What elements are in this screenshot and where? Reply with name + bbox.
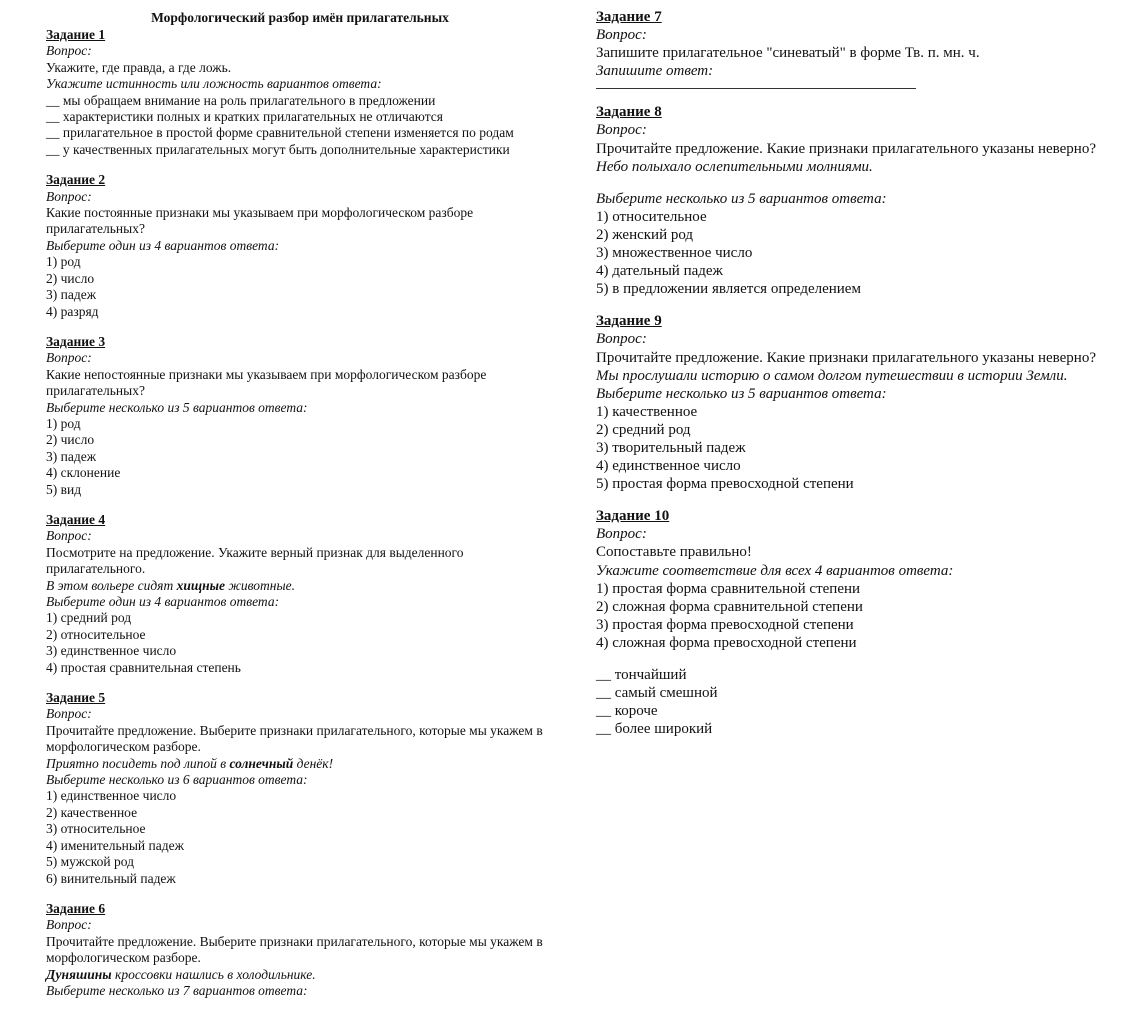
option: 1) качественное [596,403,698,420]
task-title: Задание 3 [46,333,106,349]
option: 5) вид [46,481,82,497]
option: 4) склонение [46,465,121,481]
option: 2) сложная форма сравнительной степени [596,598,863,615]
task-2 [46,172,566,320]
match-item: __ короче [596,703,658,720]
option: 3) простая форма превосходной степени [596,616,854,633]
spacer [596,176,1116,190]
task-title: Задание 1 [46,27,106,42]
highlighted-adjective: хищные [176,577,225,593]
sentence-part: Приятно посидеть под липой в [46,755,230,771]
option: 4) дательный падеж [596,263,723,280]
option: 3) падеж [46,287,97,303]
sentence-part: денёк! [293,755,334,771]
answer-instruction: Выберите несколько из 5 вариантов ответа: [46,399,308,415]
task-4 [46,512,566,676]
question-text: Какие постоянные признаки мы указываем при морфологическом разборе прилагательных? [46,205,474,237]
task-title: Задание 5 [46,690,106,706]
question-label: Вопрос: [46,43,92,59]
answer-instruction: Выберите один из 4 вариантов ответа: [46,594,280,609]
highlighted-adjective: Дуняшины [46,966,112,982]
option: 2) относительное [46,626,146,642]
right-column [596,8,1116,752]
question-text: Прочитайте предложение. Какие признаки прилагательного указаны неверно? [596,349,1096,366]
answer-instruction: Запишите ответ: [596,63,714,80]
answer-blank-line[interactable] [596,80,916,89]
example-sentence [46,756,566,772]
option: 3) множественное число [596,245,753,262]
example-sentence: Небо полыхало ослепительными молниями. [596,158,873,175]
task-5 [46,690,566,887]
option: __ характеристики полных и кратких прилагательных не отличаются [46,109,443,125]
task-8 [596,103,1116,298]
question-label: Вопрос: [46,188,92,204]
option: 5) мужской род [46,854,135,870]
highlighted-adjective: солнечный [229,755,294,771]
task-10 [596,507,1116,738]
option: 2) средний род [596,421,691,438]
option: 1) простая форма сравнительной степени [596,580,861,597]
option: 3) творительный падеж [596,439,746,456]
option: __ прилагательное в простой форме сравнительной степени изменяется по родам [46,125,514,141]
task-title: Задание 9 [596,313,662,330]
option: 2) число [46,432,95,448]
option: 3) относительное [46,821,146,837]
task-title: Задание 10 [596,508,670,525]
question-label: Вопрос: [596,27,647,44]
question-text: Сопоставьте правильно! [596,544,752,561]
option: 2) число [46,270,95,286]
task-title: Задание 4 [46,511,106,527]
question-label: Вопрос: [46,350,92,366]
question-text: Прочитайте предложение. Выберите признаки прилагательного, которые мы укажем в морфологическом разборе. [46,722,543,755]
option: 3) единственное число [46,643,177,659]
option: 4) единственное число [596,458,741,475]
question-text: Прочитайте предложение. Какие признаки прилагательного указаны неверно? [596,140,1096,157]
example-sentence [46,967,566,983]
task-7 [596,8,1116,89]
task-title: Задание 2 [46,172,106,188]
answer-instruction: Выберите несколько из 5 вариантов ответа: [596,190,887,207]
task-title: Задание 7 [596,9,662,25]
question-label: Вопрос: [596,526,647,543]
question-text: Укажите, где правда, а где ложь. [46,59,232,75]
answer-instruction: Выберите несколько из 7 вариантов ответа: [46,982,308,998]
task-title: Задание 6 [46,900,106,916]
question-text: Посмотрите на предложение. Укажите верный признак для выделенного прилагательного. [46,544,464,577]
task-1 [46,27,566,158]
sentence-part: животные. [224,577,296,593]
option: 1) род [46,415,81,431]
task-title: Задание 8 [596,104,662,121]
question-text: Прочитайте предложение. Выберите признаки прилагательного, которые мы укажем в морфологическом разборе. [46,933,543,966]
option: 4) разряд [46,303,99,319]
option: 4) простая сравнительная степень [46,659,241,675]
answer-instruction: Выберите один из 4 вариантов ответа: [46,237,280,253]
option: 5) в предложении является определением [596,281,861,298]
task-3 [46,334,566,498]
option: 4) именительный падеж [46,837,184,853]
sentence-part: В этом вольере сидят [46,577,177,593]
option: __ у качественных прилагательных могут быть дополнительные характеристики [46,141,510,157]
option: 1) относительное [596,208,707,225]
answer-instruction: Укажите истинность или ложность вариантов ответа: [46,76,382,92]
option: 1) единственное число [46,788,177,804]
page-title: Морфологический разбор имён прилагательных [151,10,449,25]
task-9 [596,312,1116,493]
answer-instruction: Укажите соответствие для всех 4 вариантов ответа: [596,562,954,579]
sentence-part: кроссовки нашлись в холодильнике. [111,966,316,982]
option: 6) винительный падеж [46,870,176,886]
question-label: Вопрос: [596,122,647,139]
example-sentence: Мы прослушали историю о самом долгом путешествии в истории Земли. [596,367,1068,384]
option: 1) средний род [46,610,132,626]
question-label: Вопрос: [46,917,92,933]
question-label: Вопрос: [596,331,647,348]
question-label: Вопрос: [46,706,92,722]
option: __ мы обращаем внимание на роль прилагательного в предложении [46,92,436,108]
match-item: __ более широкий [596,721,713,738]
example-sentence [46,578,566,594]
question-label: Вопрос: [46,528,92,544]
option: 1) род [46,254,81,270]
option: 4) сложная форма превосходной степени [596,634,857,651]
task-6 [46,901,566,999]
match-item: __ тончайший [596,667,687,683]
option: 3) падеж [46,448,97,464]
left-column [46,27,566,1013]
answer-instruction: Выберите несколько из 6 вариантов ответа: [46,772,308,788]
option: 5) простая форма превосходной степени [596,476,854,493]
question-text: Запишите прилагательное "синеватый" в форме Тв. п. мн. ч. [596,45,980,62]
option: 2) качественное [46,804,138,820]
answer-instruction: Выберите несколько из 5 вариантов ответа: [596,385,887,402]
match-item: __ самый смешной [596,685,718,702]
spacer [596,652,1116,666]
option: 2) женский род [596,226,694,243]
question-text: Какие непостоянные признаки мы указываем при морфологическом разборе прилагательных? [46,366,487,399]
